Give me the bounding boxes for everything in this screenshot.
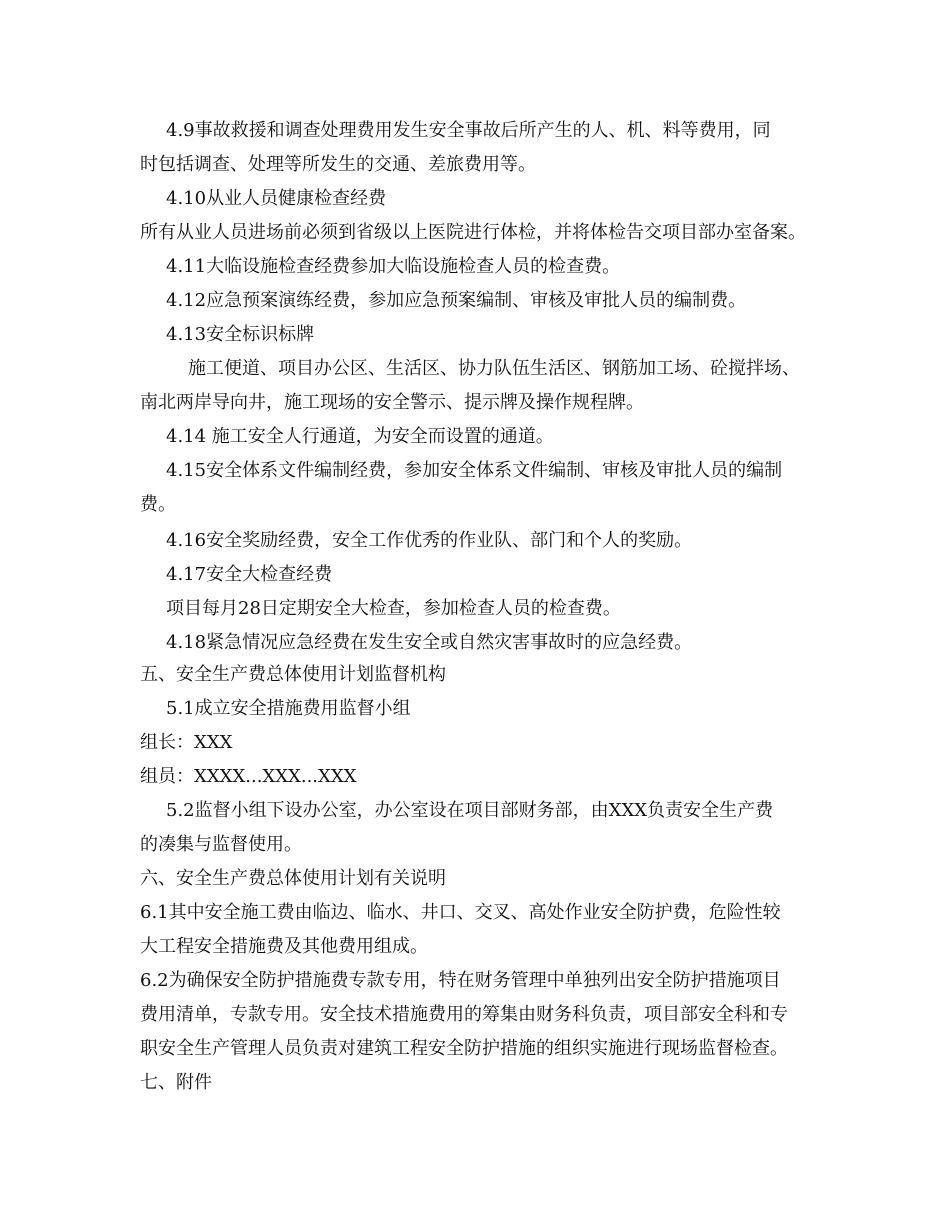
paragraph-line: 的凑集与监督使用。 [140, 834, 302, 855]
paragraph-line: 4.15安全体系文件编制经费，参加安全体系文件编制、审核及审批人员的编制 [166, 460, 783, 481]
paragraph-line: 5.1成立安全措施费用监督小组 [166, 698, 411, 719]
paragraph-line: 4.12应急预案演练经费，参加应急预案编制、审核及审批人员的编制费。 [166, 290, 747, 311]
paragraph-line: 4.18紧急情况应急经费在发生安全或自然灾害事故时的应急经费。 [166, 632, 693, 653]
paragraph-line: 组长：XXX [140, 732, 233, 753]
paragraph-line: 时包括调查、处理等所发生的交通、差旅费用等。 [140, 154, 536, 175]
paragraph-line: 项目每月28日定期安全大检查，参加检查人员的检查费。 [166, 598, 621, 619]
section-heading: 七、附件 [140, 1072, 212, 1093]
paragraph-line: 6.2为确保安全防护措施费专款专用，特在财务管理中单独列出安全防护措施项目 [140, 970, 781, 991]
paragraph-line: 4.16安全奖励经费，安全工作优秀的作业队、部门和个人的奖励。 [166, 530, 693, 551]
paragraph-line: 所有从业人员进场前必须到省级以上医院进行体检，并将体检告交项目部办室备案。 [140, 222, 806, 243]
paragraph-line: 职安全生产管理人员负责对建筑工程安全防护措施的组织实施进行现场监督检查。 [140, 1038, 788, 1059]
paragraph-line: 5.2监督小组下设办公室，办公室设在项目部财务部，由XXX负责安全生产费 [166, 800, 774, 821]
paragraph-line: 大工程安全措施费及其他费用组成。 [140, 936, 428, 957]
paragraph-line: 南北两岸导向井，施工现场的安全警示、提示牌及操作规程牌。 [140, 392, 644, 413]
paragraph-line: 4.9事故救援和调查处理费用发生安全事故后所产生的人、机、料等费用，同 [166, 120, 771, 141]
paragraph-line: 费用清单，专款专用。安全技术措施费用的筹集由财务科负责，项目部安全科和专 [140, 1004, 788, 1025]
paragraph-line: 费。 [140, 494, 176, 515]
paragraph-line: 施工便道、项目办公区、生活区、协力队伍生活区、钢筋加工场、砼搅拌场、 [188, 358, 800, 379]
paragraph-line: 4.17安全大检查经费 [166, 564, 333, 585]
section-heading: 六、安全生产费总体使用计划有关说明 [140, 868, 446, 889]
section-heading: 五、安全生产费总体使用计划监督机构 [140, 664, 446, 685]
paragraph-line: 6.1其中安全施工费由临边、临水、井口、交叉、高处作业安全防护费，危险性较 [140, 902, 781, 923]
paragraph-line: 4.11大临设施检查经费参加大临设施检查人员的检查费。 [166, 256, 621, 277]
paragraph-line: 4.13安全标识标牌 [166, 324, 315, 345]
paragraph-line: 组员：XXXX...XXX...XXX [140, 766, 357, 787]
paragraph-line: 4.10从业人员健康检查经费 [166, 188, 387, 209]
paragraph-line: 4.14 施工安全人行通道，为安全而设置的通道。 [166, 426, 554, 447]
